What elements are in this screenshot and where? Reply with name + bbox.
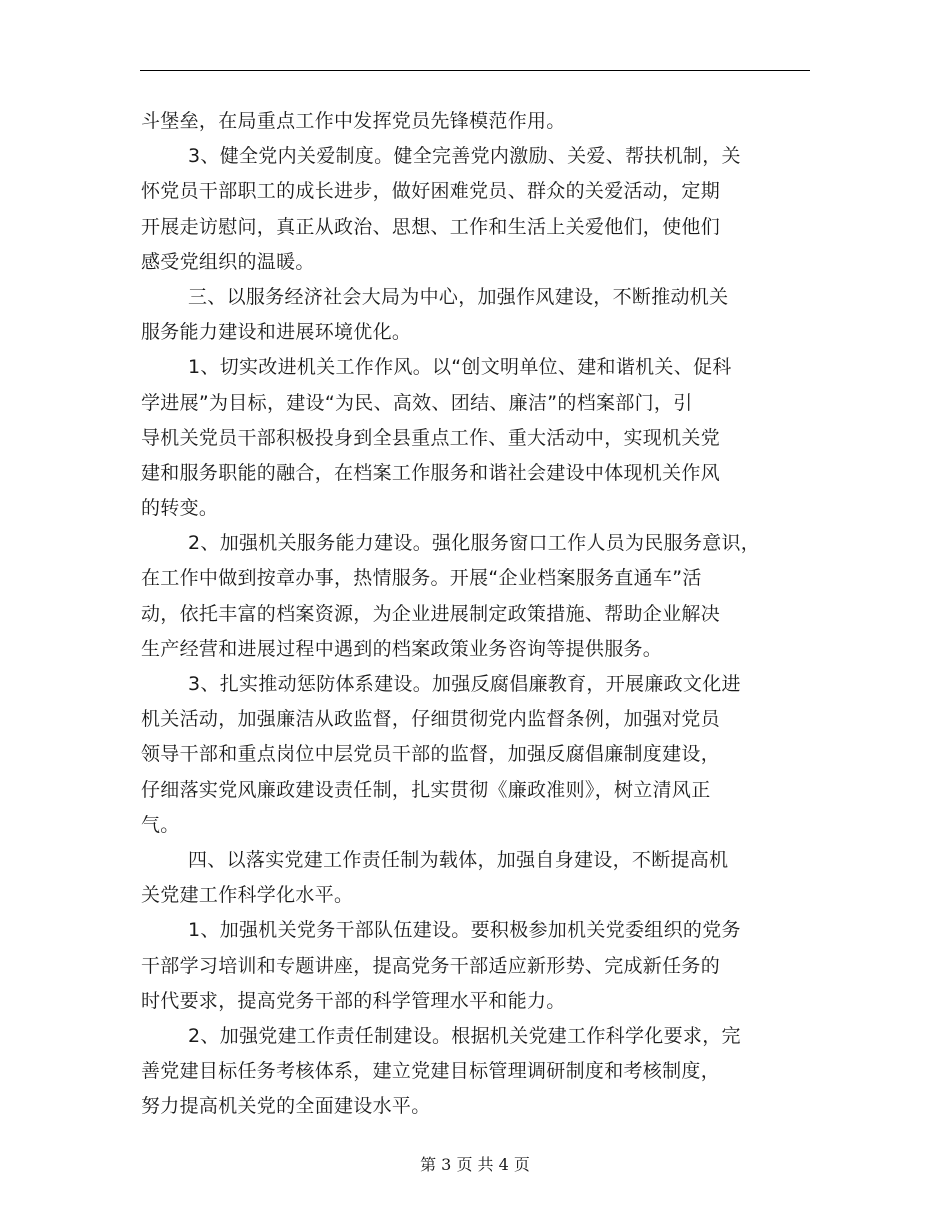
paragraph — [141, 526, 821, 667]
paragraph-line: 开展走访慰问，真正从政治、思想、工作和生活上关爱他们，使他们 — [141, 215, 721, 238]
paragraph-line: 1、加强机关党务干部队伍建设。要积极参加机关党委组织的党务 — [188, 919, 741, 942]
paragraph-line: 3、健全党内关爱制度。健全完善党内激励、关爱、帮扶机制，关 — [188, 145, 741, 168]
paragraph — [141, 843, 821, 913]
paragraph-line: 斗堡垒，在局重点工作中发挥党员先锋模范作用。 — [141, 110, 566, 132]
paragraph-line: 生产经营和进展过程中遇到的档案政策业务咨询等提供服务。 — [141, 637, 663, 660]
paragraph — [141, 350, 821, 526]
paragraph-line: 的转变。 — [141, 497, 219, 520]
paragraph — [141, 1019, 821, 1125]
paragraph-line: 关党建工作科学化水平。 — [141, 884, 354, 907]
paragraph-line: 2、加强党建工作责任制建设。根据机关党建工作科学化要求，完 — [188, 1024, 741, 1047]
paragraph-line: 建和服务职能的融合，在档案工作服务和谐社会建设中体现机关作风 — [141, 461, 721, 484]
paragraph-line: 四、以落实党建工作责任制为载体，加强自身建设，不断提高机 — [188, 848, 729, 871]
paragraph-line: 三、以服务经济社会大局为中心，加强作风建设，不断推动机关 — [188, 285, 729, 308]
paragraph-line: 领导干部和重点岗位中层党员干部的监督，加强反腐倡廉制度建设， — [141, 743, 721, 766]
paragraph — [141, 104, 821, 139]
header-rule — [140, 70, 810, 71]
paragraph-line: 努力提高机关党的全面建设水平。 — [141, 1095, 431, 1118]
paragraph-line: 1、切实改进机关工作作风。以“创文明单位、建和谐机关、促科 — [188, 356, 732, 379]
paragraph-line: 气。 — [141, 813, 180, 836]
paragraph-line: 时代要求，提高党务干部的科学管理水平和能力。 — [141, 989, 566, 1012]
paragraph-line: 2、加强机关服务能力建设。强化服务窗口工作人员为民服务意识， — [188, 532, 761, 555]
paragraph — [141, 667, 821, 843]
document-body — [141, 104, 821, 1124]
paragraph-line: 机关活动，加强廉洁从政监督，仔细贯彻党内监督条例，加强对党员 — [141, 708, 721, 731]
paragraph-line: 善党建目标任务考核体系，建立党建目标管理调研制度和考核制度， — [141, 1060, 721, 1083]
paragraph-line: 导机关党员干部积极投身到全县重点工作、重大活动中，实现机关党 — [141, 426, 721, 449]
page-number-footer: 第 3 页 共 4 页 — [420, 1155, 530, 1174]
paragraph-line: 动，依托丰富的档案资源，为企业进展制定政策措施、帮助企业解决 — [141, 602, 721, 625]
paragraph — [141, 139, 821, 280]
paragraph-line: 干部学习培训和专题讲座，提高党务干部适应新形势、完成新任务的 — [141, 954, 721, 977]
paragraph-line: 3、扎实推动惩防体系建设。加强反腐倡廉教育，开展廉政文化进 — [188, 673, 741, 695]
paragraph-line: 感受党组织的温暖。 — [141, 250, 315, 273]
paragraph — [141, 913, 821, 1019]
paragraph-line: 怀党员干部职工的成长进步，做好困难党员、群众的关爱活动，定期 — [141, 180, 721, 203]
paragraph-line: 仔细落实党风廉政建设责任制，扎实贯彻《廉政准则》，树立清风正 — [141, 778, 711, 801]
paragraph-line: 学进展”为目标，建设“为民、高效、团结、廉洁”的档案部门，引 — [141, 391, 693, 414]
paragraph-line: 在工作中做到按章办事，热情服务。开展“企业档案服务直通车”活 — [141, 567, 702, 590]
paragraph-line: 服务能力建设和进展环境优化。 — [141, 321, 412, 344]
paragraph — [141, 280, 821, 350]
